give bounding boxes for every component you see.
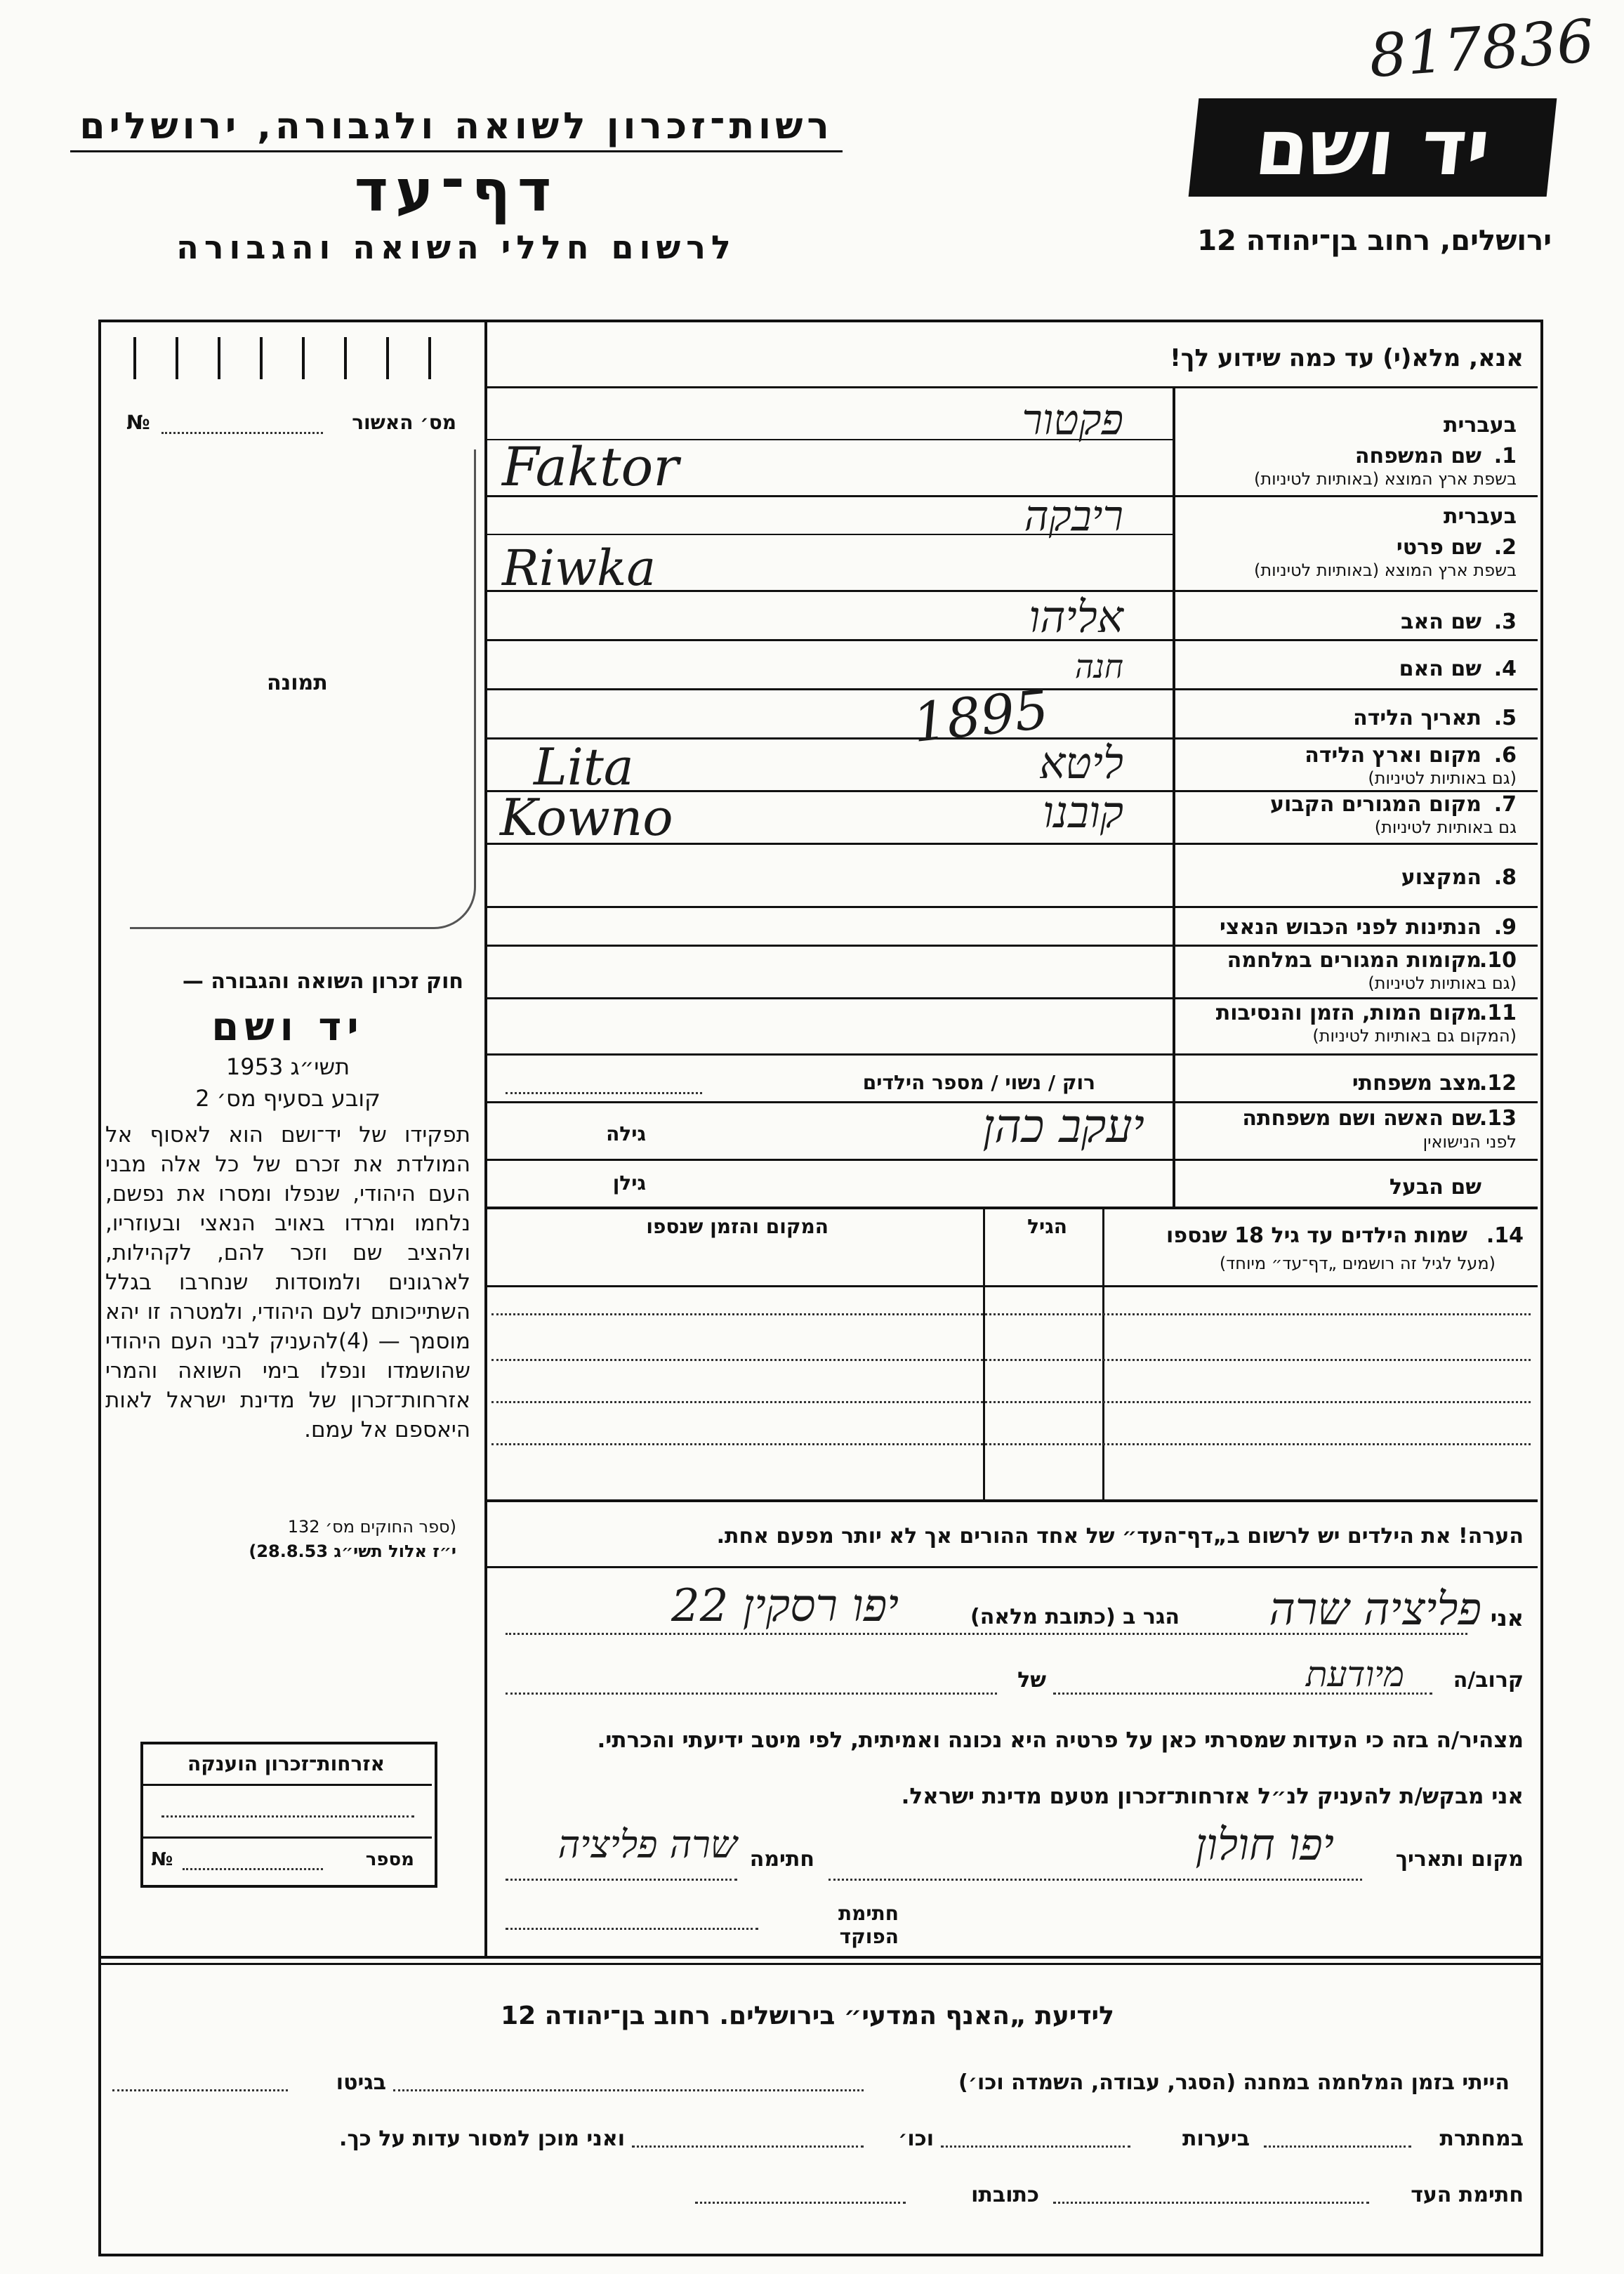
children-number: 14. bbox=[1486, 1223, 1524, 1248]
age-column-header: הגיל bbox=[1027, 1215, 1067, 1238]
field-10-label: מקומות המגורים במלחמה bbox=[1227, 948, 1481, 973]
forests-label: ביערות bbox=[1182, 2127, 1250, 2151]
form-title: דף־עד bbox=[354, 158, 559, 225]
officer-signature-field[interactable] bbox=[506, 1928, 758, 1930]
field-5-label: תאריך הלידה bbox=[1353, 706, 1481, 730]
citizenship-title: אזרחות־זכרון הוענקה bbox=[187, 1752, 385, 1775]
witness-signature-field[interactable] bbox=[1053, 2202, 1369, 2204]
field-12-label: מצב משפחתי bbox=[1352, 1071, 1481, 1096]
field-1-sub: בשפת ארץ המוצא (באותיות לטיניות) bbox=[1254, 469, 1517, 489]
field-10-sub: (גם באותיות לטיניות) bbox=[1368, 973, 1517, 993]
field-2-label: שם פרטי bbox=[1396, 535, 1481, 560]
officer-signature-label: חתימת הפוקד bbox=[838, 1902, 899, 1948]
declarant-address-value[interactable]: יפו רסקין 22 bbox=[671, 1580, 899, 1632]
place-date-value[interactable]: יפו חולון bbox=[1195, 1819, 1334, 1870]
field-6-label: מקום וארץ הלידה bbox=[1305, 743, 1481, 768]
wife-age-label: גילה bbox=[606, 1122, 646, 1145]
underground-field[interactable] bbox=[1264, 2145, 1411, 2148]
underground-label: במחתרת bbox=[1439, 2127, 1524, 2151]
field-11-number: 11. bbox=[1479, 1001, 1517, 1025]
approval-no-sign: № bbox=[126, 411, 150, 434]
law-heading: חוק זכרון השואה והגבורה — bbox=[182, 969, 463, 994]
field-11-label: מקום המות, הזמן והנסיבות bbox=[1215, 1001, 1481, 1025]
family-name-latin[interactable]: Faktor bbox=[502, 435, 679, 498]
relative-label: קרוב/ה bbox=[1453, 1668, 1524, 1693]
declarant-ani: אני bbox=[1490, 1605, 1524, 1631]
field-7-sub: גם באותיות לטיניות) bbox=[1374, 817, 1517, 837]
husband-label: שם הבעל bbox=[1389, 1175, 1481, 1200]
etc-label: וכו׳ bbox=[898, 2127, 934, 2151]
law-body: תפקידו של יד־ושם הוא לאסוף אל המולדת את זכרם של כל אלה מבני העם היהודי, שנפלו ומסרו את נפשם, נלחמו ומרדו באויב הנאצי ובעוזריו, ולהציב שם וזכר להם, לקהילות, לארגונים ולמוסדות שנחרבו בגלל השתייכותם לעם היהודי, ולמטרה זו יהא מוסמך — (4)להעניק לבני העם היהודי שהושמדו ונפלו בימי השואה והמרי אזרחות־זכרון של מדינת ישראל לאות היאספם אל עמם. bbox=[105, 1122, 470, 1442]
first-name-hebrew[interactable]: ריבקה bbox=[1024, 492, 1123, 541]
citizenship-number-field[interactable] bbox=[183, 1868, 323, 1870]
field-5-number: 5. bbox=[1493, 706, 1517, 730]
forests-field[interactable] bbox=[941, 2145, 1130, 2148]
ghetto-field[interactable] bbox=[112, 2089, 288, 2091]
citizenship-number-label: מספר bbox=[365, 1849, 414, 1870]
law-year: תשי״ג 1953 bbox=[225, 1053, 350, 1080]
field-2-number: 2. bbox=[1493, 535, 1517, 560]
witness-signature-label: חתימת העד bbox=[1411, 2183, 1524, 2207]
yad-vashem-logo: יד ושם bbox=[1189, 98, 1557, 197]
approval-label: מס׳ האשור bbox=[352, 411, 456, 434]
residence-hebrew[interactable]: קובנו bbox=[1043, 787, 1123, 838]
field-4-number: 4. bbox=[1493, 657, 1517, 681]
approval-ticks bbox=[133, 337, 449, 379]
child-row-1[interactable] bbox=[491, 1313, 1531, 1315]
husband-age-label: גילן bbox=[612, 1171, 646, 1195]
law-clause: קובע בסעיף מס׳ 2 bbox=[195, 1085, 381, 1112]
field-2-sub: בשפת ארץ המוצא (באותיות לטיניות) bbox=[1254, 560, 1517, 580]
wife-name-value[interactable]: יעקב כהן bbox=[982, 1099, 1144, 1153]
relative-value[interactable]: מיודעת bbox=[1305, 1654, 1404, 1695]
children-sub: (מעל לגיל זה רושמים „דף־עד״ מיוחד) bbox=[1219, 1254, 1496, 1273]
witness-address-field[interactable] bbox=[695, 2202, 906, 2204]
field-8-number: 8. bbox=[1493, 865, 1517, 890]
logo-address: ירושלים, רחוב בן־יהודה 12 bbox=[1197, 225, 1552, 257]
relative-of-label: של bbox=[1017, 1668, 1046, 1693]
field-7-label: מקום המגורים הקבוע bbox=[1270, 792, 1481, 817]
birth-place-latin[interactable]: Lita bbox=[534, 737, 634, 796]
testimony-willing-label: ואני מוכן למסור עדות על כך. bbox=[339, 2127, 625, 2151]
bottom-title: לידיעת „האנף המדעי״ בירושלים. רחוב בן־יהודה 12 bbox=[501, 2002, 1114, 2030]
field-9-label: הנתינות לפני הכבוש הנאצי bbox=[1220, 915, 1481, 940]
father-name-value[interactable]: אליהו bbox=[1029, 591, 1123, 643]
law-source-1: (ספר החוקים מס׳ 132 bbox=[287, 1517, 456, 1537]
birth-place-hebrew[interactable]: ליטא bbox=[1039, 737, 1123, 789]
field-8-label: המקצוע bbox=[1401, 865, 1481, 890]
instruction: אנא, מלא(י) עד כמה שידוע לך! bbox=[1170, 344, 1524, 372]
family-name-hebrew[interactable]: פקטור bbox=[1022, 395, 1123, 445]
field-1-label: שם המשפחה bbox=[1354, 444, 1481, 468]
signature-value[interactable]: שרה פליציה bbox=[557, 1822, 737, 1867]
address-label: הגר ב (כתובת מלאה) bbox=[970, 1605, 1180, 1629]
field-3-number: 3. bbox=[1493, 610, 1517, 634]
birth-date-value[interactable]: 1895 bbox=[909, 678, 1052, 754]
residence-latin[interactable]: Kowno bbox=[500, 788, 673, 847]
field-9-number: 9. bbox=[1493, 915, 1517, 940]
citizenship-no-sign: № bbox=[151, 1849, 173, 1870]
field-1-number: 1. bbox=[1493, 444, 1517, 468]
form-subtitle: לרשום חללי השואה והגבורה bbox=[176, 228, 737, 266]
field-6-sub: (גם באותיות לטיניות) bbox=[1368, 768, 1517, 788]
request-text: אני מבקש/ת להעניק לנ״ל אזרחות־זכרון מטעם מדינת ישראל. bbox=[901, 1784, 1524, 1809]
first-name-latin[interactable]: Riwka bbox=[502, 539, 656, 597]
field-13-sub: לפני הנישואין bbox=[1422, 1132, 1517, 1152]
field-4-label: שם האם bbox=[1399, 657, 1481, 681]
etc-field[interactable] bbox=[632, 2145, 864, 2148]
witness-address-label: כתובתו bbox=[971, 2183, 1039, 2207]
child-row-4[interactable] bbox=[491, 1443, 1531, 1445]
photo-label: תמונה bbox=[267, 671, 328, 695]
declarant-name-value[interactable]: פליציה שרה bbox=[1269, 1584, 1481, 1636]
field-12-number: 12. bbox=[1479, 1071, 1517, 1096]
authority-line: רשות־זכרון לשואה ולגבורה, ירושלים bbox=[70, 105, 843, 152]
field-3-label: שם האב bbox=[1401, 610, 1481, 634]
child-row-2[interactable] bbox=[491, 1359, 1531, 1361]
field-13-number: 13. bbox=[1479, 1106, 1517, 1131]
camp-label: הייתי בזמן המלחמה במחנה (הסגר, עבודה, השמדה וכו׳) bbox=[958, 2070, 1510, 2095]
declaration-text: מצהיר/ה בזה כי העדות שמסרתי כאן על פרטיה היא נכונה ואמיתית, לפי מיטב ידיעתי והכרתי. bbox=[597, 1728, 1524, 1753]
note-text: הערה! את הילדים יש לרשום ב„דף־העד״ של אחד ההורים אך לא יותר מפעם אחת. bbox=[716, 1524, 1524, 1549]
field-2-hebrew-tag: בעברית bbox=[1444, 504, 1517, 529]
place-column-header: המקום והזמן שנספו bbox=[646, 1215, 828, 1238]
law-source-2: י״ז אלול תשי״ג 28.8.53) bbox=[249, 1542, 456, 1561]
field-7-number: 7. bbox=[1493, 792, 1517, 817]
ghetto-label: בגיטו bbox=[336, 2070, 386, 2095]
archive-stamp-number: 817836 bbox=[1366, 6, 1597, 91]
field-13-label: שם האשה ושם משפחתה bbox=[1242, 1106, 1481, 1131]
mother-name-value[interactable]: חנה bbox=[1074, 648, 1123, 685]
field-6-number: 6. bbox=[1493, 743, 1517, 768]
law-name: יד ושם bbox=[211, 1004, 364, 1050]
approval-field[interactable] bbox=[161, 432, 323, 434]
camp-field[interactable] bbox=[393, 2089, 864, 2091]
marital-status-options[interactable]: רוק / נשוי / מספר הילדים bbox=[862, 1071, 1095, 1094]
child-row-3[interactable] bbox=[491, 1401, 1531, 1403]
signature-label: חתימה bbox=[749, 1847, 814, 1872]
children-header: שמות הילדים עד גיל 18 שנספו bbox=[1166, 1223, 1467, 1248]
field-1-hebrew-tag: בעברית bbox=[1444, 413, 1517, 438]
field-11-sub: (המקום גם באותיות לטיניות) bbox=[1312, 1026, 1517, 1046]
place-date-label: מקום ותאריך bbox=[1395, 1847, 1524, 1872]
field-10-number: 10. bbox=[1479, 948, 1517, 973]
